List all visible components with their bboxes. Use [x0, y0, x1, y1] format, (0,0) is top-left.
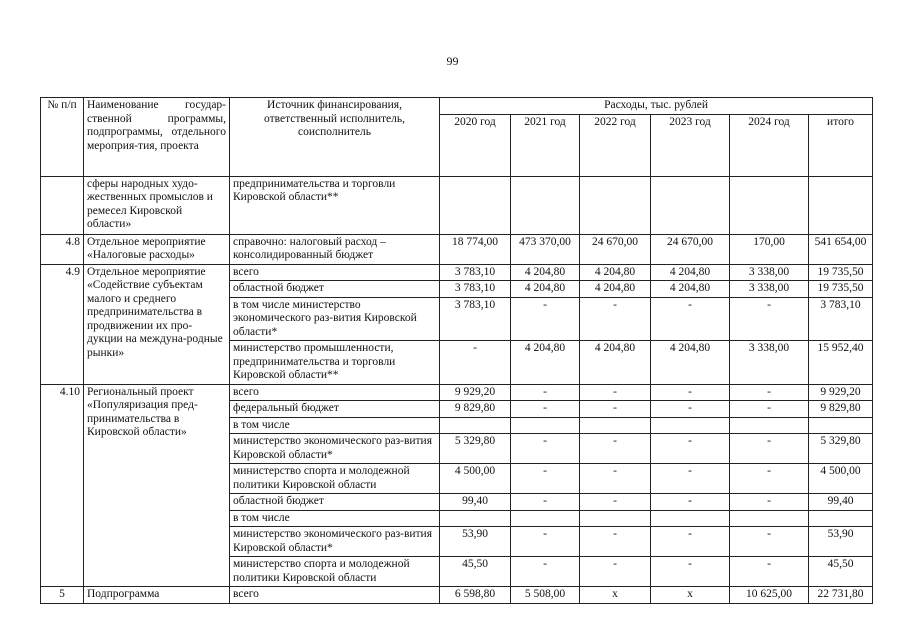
row-source: предпринимательства и торговли Кировской области** [230, 176, 440, 234]
row-source: министерство экономического раз-вития Кировской области* [230, 434, 440, 464]
value-2020: 3 783,10 [440, 281, 511, 298]
value-2022: - [580, 384, 651, 401]
value-total: 5 329,80 [809, 434, 873, 464]
value-2021: 4 204,80 [511, 281, 580, 298]
value-2021: 5 508,00 [511, 587, 580, 604]
value-total: 53,90 [809, 527, 873, 557]
header-total: итого [809, 114, 873, 176]
header-name: Наименование государ-ственной программы, подпрограммы, отдельного мероприя-тия, проекта [84, 98, 230, 177]
row-name: Отдельное мероприятие «Налоговые расходы» [84, 234, 230, 264]
value-2024: - [730, 401, 809, 418]
value-2023: - [651, 527, 730, 557]
row-name: Региональный проект «Популяризация пред-принимательства в Кировской области» [84, 384, 230, 587]
table-row [41, 384, 873, 401]
value-total: 22 731,80 [809, 587, 873, 604]
row-num: 4.9 [41, 264, 84, 384]
value-total: 4 500,00 [809, 464, 873, 494]
row-source: в том числе [230, 417, 440, 434]
value-2021: - [511, 434, 580, 464]
header-row [41, 98, 873, 115]
value-2024: - [730, 527, 809, 557]
row-source: всего [230, 384, 440, 401]
row-num [41, 176, 84, 234]
value-2021: - [511, 494, 580, 511]
value-2022: 4 204,80 [580, 341, 651, 385]
value-2020: 18 774,00 [440, 234, 511, 264]
header-year-2020: 2020 год [440, 114, 511, 176]
value-2023: - [651, 557, 730, 587]
table-row [41, 587, 873, 604]
value-2020: 9 829,80 [440, 401, 511, 418]
value-total: 19 735,50 [809, 281, 873, 298]
row-source: всего [230, 587, 440, 604]
value-2022: 24 670,00 [580, 234, 651, 264]
row-source: областной бюджет [230, 494, 440, 511]
row-source: справочно: налоговый расход – консолидированный бюджет [230, 234, 440, 264]
value-2020: 9 929,20 [440, 384, 511, 401]
table-row [41, 234, 873, 264]
row-source: министерство спорта и молодежной политики Кировской области [230, 557, 440, 587]
value-2024: - [730, 297, 809, 341]
value-2024: - [730, 434, 809, 464]
value-2022: - [580, 434, 651, 464]
value-total: 99,40 [809, 494, 873, 511]
row-source: министерство промышленности, предпринимательства и торговли Кировской области** [230, 341, 440, 385]
header-num: № п/п [41, 98, 84, 177]
value-2022: - [580, 557, 651, 587]
row-num: 4.10 [41, 384, 84, 587]
value-2024: - [730, 384, 809, 401]
value-2023: - [651, 434, 730, 464]
value-2022: 4 204,80 [580, 264, 651, 281]
value-2024: 10 625,00 [730, 587, 809, 604]
value-2024: 3 338,00 [730, 341, 809, 385]
value-2021: - [511, 464, 580, 494]
value-2022: х [580, 587, 651, 604]
value-2022: - [580, 464, 651, 494]
value-2021: - [511, 527, 580, 557]
value-2023: - [651, 464, 730, 494]
row-source: федеральный бюджет [230, 401, 440, 418]
row-source: в том числе [230, 510, 440, 527]
row-num: 5 [41, 587, 84, 604]
value-2022: - [580, 297, 651, 341]
row-source: всего [230, 264, 440, 281]
row-name: Подпрограмма [84, 587, 230, 604]
value-2021: - [511, 557, 580, 587]
value-total: 19 735,50 [809, 264, 873, 281]
value-2020: 3 783,10 [440, 297, 511, 341]
value-2022: - [580, 527, 651, 557]
value-total: 3 783,10 [809, 297, 873, 341]
value-2020: 45,50 [440, 557, 511, 587]
value-2022: - [580, 494, 651, 511]
row-source: областной бюджет [230, 281, 440, 298]
value-2020: 5 329,80 [440, 434, 511, 464]
header-expenses: Расходы, тыс. рублей [440, 98, 873, 115]
header-source: Источник финансирования, ответственный исполнитель, соисполнитель [230, 98, 440, 177]
value-2021: - [511, 297, 580, 341]
value-total: 541 654,00 [809, 234, 873, 264]
value-2020: 53,90 [440, 527, 511, 557]
value-total: 9 929,20 [809, 384, 873, 401]
value-2023: - [651, 401, 730, 418]
row-name: Отдельное мероприятие «Содействие субъектам малого и среднего предпринимательства в продвижении их про-дукции на междуна-родные рынки» [84, 264, 230, 384]
row-name: сферы народных худо-жественных промыслов и ремесел Кировской области» [84, 176, 230, 234]
value-2024: 3 338,00 [730, 281, 809, 298]
value-2020: 4 500,00 [440, 464, 511, 494]
page-number: 99 [446, 54, 459, 68]
value-2024: - [730, 557, 809, 587]
table-row [41, 176, 873, 234]
value-2024: 3 338,00 [730, 264, 809, 281]
value-2020: 6 598,80 [440, 587, 511, 604]
value-2024: - [730, 464, 809, 494]
value-2020: - [440, 341, 511, 385]
row-source: министерство спорта и молодежной политики Кировской области [230, 464, 440, 494]
header-year-2024: 2024 год [730, 114, 809, 176]
header-year-2022: 2022 год [580, 114, 651, 176]
value-2023: 4 204,80 [651, 281, 730, 298]
value-2021: - [511, 384, 580, 401]
header-year-2023: 2023 год [651, 114, 730, 176]
value-total: 9 829,80 [809, 401, 873, 418]
budget-table [40, 97, 873, 604]
row-num: 4.8 [41, 234, 84, 264]
value-2021: 473 370,00 [511, 234, 580, 264]
value-2021: - [511, 401, 580, 418]
value-total: 15 952,40 [809, 341, 873, 385]
value-2024: - [730, 494, 809, 511]
value-2023: 24 670,00 [651, 234, 730, 264]
table-row [41, 264, 873, 281]
value-2022: 4 204,80 [580, 281, 651, 298]
value-2023: - [651, 494, 730, 511]
value-2020: 3 783,10 [440, 264, 511, 281]
value-2021: 4 204,80 [511, 264, 580, 281]
value-2023: х [651, 587, 730, 604]
value-total: 45,50 [809, 557, 873, 587]
header-year-2021: 2021 год [511, 114, 580, 176]
row-source: министерство экономического раз-вития Кировской области* [230, 527, 440, 557]
value-2024: 170,00 [730, 234, 809, 264]
value-2022: - [580, 401, 651, 418]
value-2023: - [651, 297, 730, 341]
row-source: в том числе министерство экономического раз-вития Кировской области* [230, 297, 440, 341]
value-2021: 4 204,80 [511, 341, 580, 385]
value-2023: 4 204,80 [651, 341, 730, 385]
value-2023: - [651, 384, 730, 401]
value-2020: 99,40 [440, 494, 511, 511]
value-2023: 4 204,80 [651, 264, 730, 281]
